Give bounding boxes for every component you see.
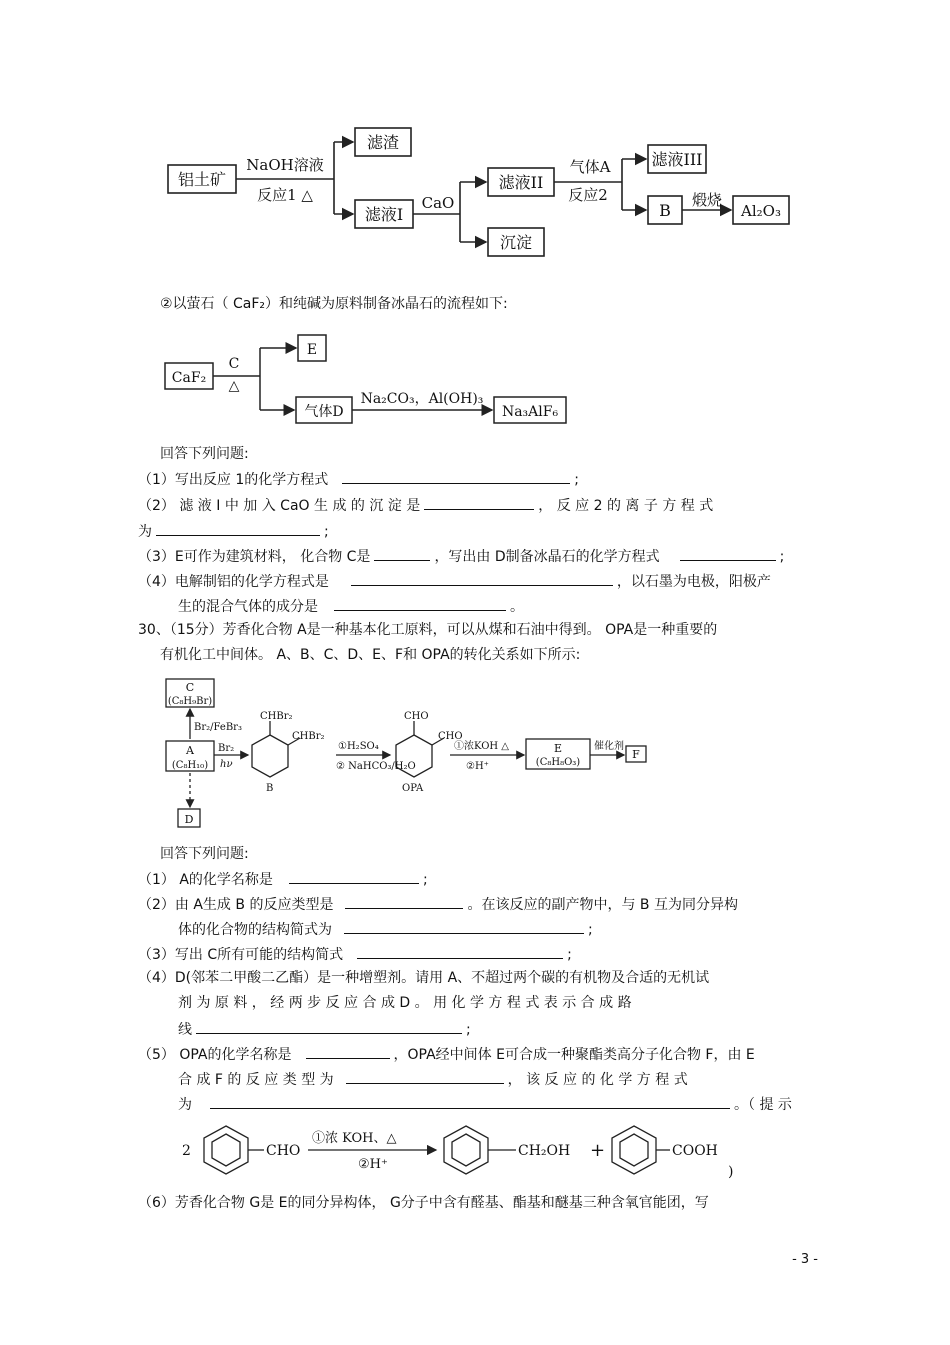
hint-cooh: COOH bbox=[672, 1143, 718, 1159]
flowchart-aluminum bbox=[160, 120, 800, 270]
chbr2-side: CHBr₂ bbox=[292, 731, 325, 742]
e-box: E bbox=[306, 342, 318, 358]
answer-blank[interactable] bbox=[306, 1043, 390, 1059]
answer-blank[interactable] bbox=[156, 520, 320, 536]
cho-side: CHO bbox=[438, 731, 463, 742]
page-number: - 3 - bbox=[792, 1252, 818, 1267]
hint-close-paren: ) bbox=[728, 1164, 734, 1180]
heat-label: △ bbox=[228, 378, 240, 394]
q29-item-2-cont: 为 ; bbox=[138, 520, 329, 542]
q30-item-5-cont: 合 成 F 的 反 应 类 型 为 ， 该 反 应 的 化 学 方 程 式 bbox=[178, 1068, 688, 1090]
q29-item-1: （1）写出反应 1的化学方程式 ; bbox=[138, 468, 579, 490]
gasD-box: 气体D bbox=[304, 404, 344, 420]
answer-blank[interactable] bbox=[196, 1018, 462, 1034]
answer-blank[interactable] bbox=[351, 570, 613, 586]
hint-cond2: ②H⁺ bbox=[358, 1157, 388, 1172]
q30-heading: 回答下列问题: bbox=[160, 846, 249, 862]
febr3-label: Br₂/FeBr₃ bbox=[194, 722, 242, 733]
naoh-label: NaOH溶液 bbox=[246, 156, 324, 174]
cao-label: CaO bbox=[421, 194, 455, 212]
hint-cho: CHO bbox=[266, 1143, 301, 1159]
q29-item-4: （4）电解制铝的化学方程式是 ，以石墨为电极，阳极产 bbox=[138, 570, 771, 592]
answer-blank[interactable] bbox=[424, 494, 534, 510]
f-box-label: F bbox=[632, 748, 640, 761]
al2o3-box: Al₂O₃ bbox=[741, 202, 781, 220]
chbr2-top: CHBr₂ bbox=[260, 711, 293, 722]
q30-item-4: （4）D(邻苯二甲酸二乙酯）是一种增塑剂。请用 A、不超过两个碳的有机物及合适的无机试 bbox=[138, 970, 710, 986]
q30-item-4-cont: 剂 为 原 料 ， 经 两 步 反 应 合 成 D 。 用 化 学 方 程 式 表 示 合 成 路 bbox=[178, 995, 632, 1011]
q30-item-5-line: 为 。（ 提 示 bbox=[178, 1093, 792, 1115]
a-box-label: A bbox=[186, 744, 194, 757]
c-label: C bbox=[228, 356, 240, 372]
q30-item-4-line: 线 ; bbox=[178, 1018, 471, 1040]
answer-blank[interactable] bbox=[680, 545, 776, 561]
answer-blank[interactable] bbox=[342, 468, 570, 484]
q30-item-3: （3）写出 C所有可能的结构简式 ; bbox=[138, 943, 572, 965]
q30-item-1: （1） A的化学名称是 ; bbox=[138, 868, 428, 890]
calcine-label: 煅烧 bbox=[691, 191, 723, 209]
q29-heading: 回答下列问题: bbox=[160, 446, 249, 462]
c-box-label: C bbox=[185, 681, 195, 694]
hint-coefficient: 2 bbox=[182, 1143, 191, 1159]
q30-item-2-cont: 体的化合物的结构简式为 ; bbox=[178, 918, 593, 940]
answer-blank[interactable] bbox=[334, 595, 506, 611]
e-box-label: E bbox=[553, 742, 563, 755]
reagents-label: Na₂CO₃，Al(OH)₃ bbox=[360, 391, 484, 407]
answer-blank[interactable] bbox=[210, 1093, 730, 1109]
catalyst-label: 催化剂 bbox=[594, 741, 624, 752]
q30-intro-2: 有机化工中间体。 A、B、C、D、E、F和 OPA的转化关系如下所示: bbox=[160, 647, 581, 663]
b-box: B bbox=[659, 201, 671, 220]
flowchart-cryolite bbox=[160, 325, 580, 430]
hint-ch2oh: CH₂OH bbox=[518, 1143, 571, 1159]
caf2-box: CaF₂ bbox=[171, 370, 207, 386]
precipitate-box: 沉淀 bbox=[499, 233, 533, 252]
gasA-label: 气体A bbox=[569, 158, 611, 176]
c-formula: (C₈H₉Br) bbox=[167, 696, 213, 707]
h-plus-label: ②H⁺ bbox=[466, 761, 489, 772]
intro-cryolite: ②以萤石（ CaF₂）和纯碱为原料制备冰晶石的流程如下: bbox=[160, 296, 508, 312]
q30-item-5: （5） OPA的化学名称是 ，OPA经中间体 E可合成一种聚酯类高分子化合物 F，由 E bbox=[138, 1043, 755, 1065]
opa-label: OPA bbox=[402, 783, 424, 794]
q30-intro-1: 30、（15分）芳香化合物 A是一种基本化工原料，可以从煤和石油中得到。 OPA是一种重要的 bbox=[138, 622, 718, 638]
q30-item-6: （6）芳香化合物 G是 E的同分异构体， G分子中含有醛基、酯基和醚基三种含氧官能团，写 bbox=[138, 1195, 709, 1211]
hint-cond1: ①浓 KOH、△ bbox=[312, 1131, 397, 1146]
ore-box: 铝土矿 bbox=[177, 170, 227, 189]
answer-blank[interactable] bbox=[346, 1068, 504, 1084]
b-label: B bbox=[266, 783, 274, 794]
reaction2-label: 反应2 bbox=[568, 186, 608, 204]
hint-plus: + bbox=[590, 1140, 606, 1161]
nahco3-label: ② NaHCO₃/H₂O bbox=[336, 761, 416, 772]
br2-label: Br₂ bbox=[218, 743, 235, 754]
a-formula: (C₈H₁₀) bbox=[171, 760, 209, 771]
hv-label: hν bbox=[220, 759, 233, 770]
q29-item-4-cont: 生的混合气体的成分是 。 bbox=[178, 595, 524, 617]
answer-blank[interactable] bbox=[374, 545, 430, 561]
hint-equation bbox=[178, 1118, 758, 1186]
e-formula: (C₈H₈O₃) bbox=[535, 757, 581, 768]
reaction-scheme bbox=[160, 675, 660, 830]
q30-item-2: （2）由 A生成 B 的反应类型是 。在该反应的副产物中，与 B 互为同分异构 bbox=[138, 893, 738, 915]
d-box-label: D bbox=[184, 813, 194, 826]
filtrate3-box: 滤液III bbox=[651, 150, 703, 169]
residue-box: 滤渣 bbox=[366, 133, 400, 152]
q29-item-3: （3）E可作为建筑材料， 化合物 C是 ，写出由 D制备冰晶石的化学方程式 ; bbox=[138, 545, 784, 567]
answer-blank[interactable] bbox=[345, 893, 463, 909]
cho-top: CHO bbox=[404, 711, 429, 722]
cryolite-box: Na₃AlF₆ bbox=[501, 404, 559, 420]
answer-blank[interactable] bbox=[289, 868, 419, 884]
filtrate2-box: 滤液II bbox=[498, 173, 544, 192]
answer-blank[interactable] bbox=[344, 918, 584, 934]
q29-item-2: （2） 滤 液 I 中 加 入 CaO 生 成 的 沉 淀 是 ， 反 应 2 的 离 子 方 程 式 bbox=[138, 494, 713, 516]
answer-blank[interactable] bbox=[357, 943, 563, 959]
filtrate1-box: 滤液I bbox=[364, 205, 404, 224]
koh-label: ①浓KOH △ bbox=[454, 741, 509, 752]
reaction1-label: 反应1 △ bbox=[257, 186, 313, 204]
h2so4-label: ①H₂SO₄ bbox=[338, 741, 379, 752]
